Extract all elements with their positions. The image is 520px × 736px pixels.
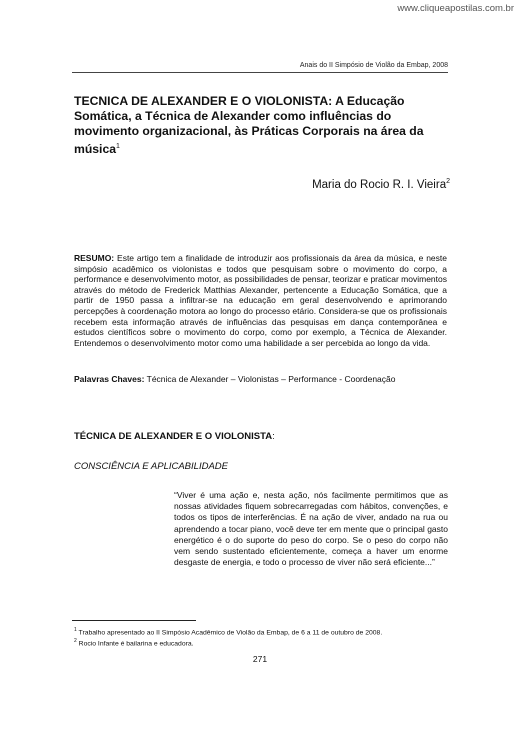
site-watermark: www.cliqueapostilas.com.br [397, 3, 514, 14]
footnotes [74, 626, 454, 649]
title-footnote-mark: 1 [116, 143, 120, 150]
footnote-1-mark: 1 [74, 627, 77, 633]
section-heading-text: TÉCNICA DE ALEXANDER E O VIOLONISTA [74, 431, 273, 442]
author-line [312, 178, 450, 191]
footnote-rule [72, 620, 196, 621]
block-quote: “Viver é uma ação e, nesta ação, nós facilmente permitimos que as nossas atividades fiquem sobrecarregadas com hábitos, convenções, e todos os tipos de interferências. É na ação de viver, andado na rua ou aprendendo a tocar piano, você deve ter em mente que o principal gasto energético é o do suporte do peso do corpo. Se o peso do corpo não vem sendo sustentado eficientemente, começa a haver um enorme desgaste de energia, e todo o processo de viver não será eficiente...” [174, 490, 448, 568]
footnote-2-text: Rocio Infante é bailarina e educadora. [78, 640, 194, 648]
keywords-text: Técnica de Alexander – Violonistas – Performance - Coordenação [146, 374, 396, 384]
paper-title [74, 94, 454, 157]
abstract [74, 253, 447, 348]
keywords-label: Palavras Chaves: [74, 374, 145, 384]
keywords [74, 374, 454, 384]
author-footnote-mark: 2 [446, 178, 450, 185]
footnote-2-mark: 2 [74, 638, 77, 645]
section-heading [74, 431, 275, 442]
author-name: Maria do Rocio R. I. Vieira [312, 178, 447, 191]
paper-title-text: TECNICA DE ALEXANDER E O VIOLONISTA: A Educação Somática, a Técnica de Alexander como influências do movimento organizacional, às Práticas Corporais na área da música [74, 94, 424, 157]
section-subheading: CONSCIÊNCIA E APLICABILIDADE [74, 461, 228, 472]
abstract-label: RESUMO: [74, 253, 115, 263]
page-number: 271 [252, 654, 268, 664]
footnote-1 [74, 626, 454, 637]
header-rule [72, 72, 448, 73]
footnote-2 [74, 637, 454, 648]
footnote-1-text: Trabalho apresentado ao II Simpósio Acadêmico de Violão da Embap, de 6 a 11 de outubro de 2008. [78, 629, 383, 637]
abstract-text: Este artigo tem a finalidade de introduzir aos profissionais da área da música, e neste simpósio acadêmico os violonistas e todos que pesquisam sobre o movimento do corpo, a performance e desenvolvimento motor, as possibilidades de pensar, teorizar e praticar movimentos através do método de Frederick Matthias Alexander, pertencente a Educação Somática, que a partir de 1950 passa a infiltrar-se na educação em geral desenvolvendo e aprimorando percepções à coordenação motora ao longo do processo etário. Considera-se que os profissionais recebem esta informação através de influências das pesquisas em dança contemporânea e estudos científicos sobre o movimento do corpo, como por exemplo, a Técnica de Alexander. Entendemos o desenvolvimento motor como uma habilidade a ser percebida ao longo da vida. [74, 253, 447, 348]
running-head: Anais do II Simpósio de Violão da Embap, 2008 [299, 62, 448, 69]
section-heading-suffix: : [272, 431, 275, 442]
